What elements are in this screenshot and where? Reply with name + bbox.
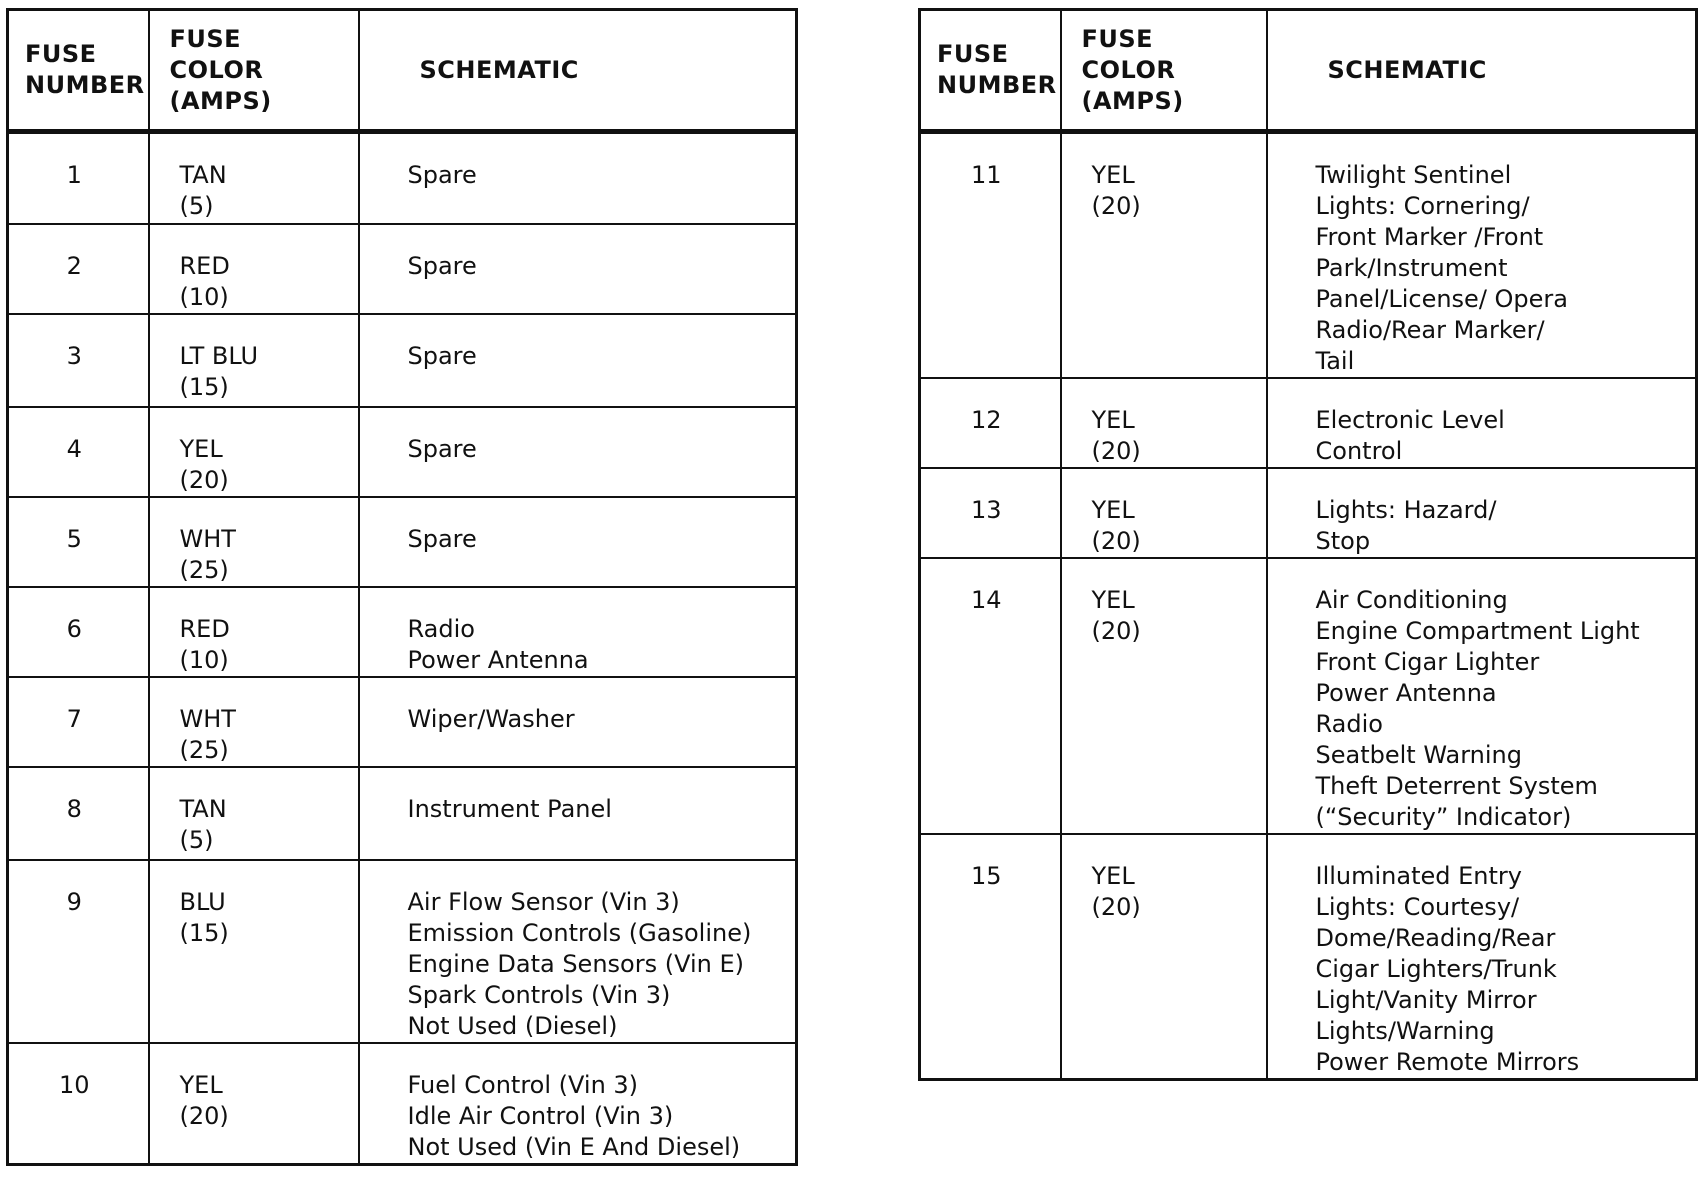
- fuse-color-name: WHT: [179, 524, 236, 553]
- fuse-schematic: [359, 860, 797, 1043]
- table-header-row: [8, 10, 797, 132]
- schematic-line: Air Flow Sensor (Vin 3): [407, 887, 680, 916]
- fuse-color: [1061, 132, 1267, 379]
- fuse-number: 8: [8, 767, 149, 860]
- fuse-schematic: [359, 497, 797, 587]
- fuse-number: 3: [8, 314, 149, 407]
- fuse-number: 15: [920, 834, 1061, 1080]
- schematic-line: Power Remote Mirrors: [1315, 1048, 1580, 1076]
- fuse-color: [149, 860, 359, 1043]
- fuse-number: 7: [8, 677, 149, 767]
- schematic-line: Control: [1315, 437, 1403, 465]
- fuse-row: [8, 132, 797, 224]
- schematic-line: Lights: Courtesy/: [1315, 893, 1520, 921]
- fuse-amps: (20): [1091, 617, 1141, 645]
- fuse-number: 4: [8, 407, 149, 497]
- schematic-line: Spark Controls (Vin 3): [407, 980, 671, 1009]
- schematic-line: Engine Data Sensors (Vin E): [407, 949, 745, 978]
- fuse-color-name: BLU: [179, 887, 226, 916]
- fuse-row: [8, 1043, 797, 1165]
- fuse-schematic: [359, 587, 797, 677]
- fuse-row: [8, 677, 797, 767]
- fuse-color-name: YEL: [1091, 586, 1135, 614]
- fuse-table-right: [918, 8, 1698, 1081]
- fuse-row: [920, 378, 1697, 468]
- fuse-amps: (20): [1091, 893, 1141, 921]
- fuse-row: [8, 314, 797, 407]
- fuse-amps: (5): [179, 825, 214, 854]
- fuse-color: [149, 132, 359, 224]
- schematic-line: Electronic Level: [1315, 406, 1505, 434]
- fuse-color-name: YEL: [179, 434, 223, 463]
- table-header-row: [920, 10, 1697, 132]
- fuse-table-left-body: [8, 132, 797, 1165]
- fuse-color: [149, 314, 359, 407]
- fuse-number: 14: [920, 558, 1061, 834]
- schematic-line: Twilight Sentinel: [1315, 161, 1512, 189]
- fuse-color: [1061, 378, 1267, 468]
- fuse-schematic: [359, 314, 797, 407]
- header-schematic: SCHEMATIC: [1267, 10, 1697, 132]
- fuse-color-name: YEL: [1091, 496, 1135, 524]
- fuse-color: [1061, 468, 1267, 558]
- schematic-line: Idle Air Control (Vin 3): [407, 1101, 674, 1130]
- schematic-line: Dome/Reading/Rear: [1315, 924, 1556, 952]
- schematic-line: Front Cigar Lighter: [1315, 648, 1540, 676]
- fuse-number: 13: [920, 468, 1061, 558]
- schematic-line: Park/Instrument: [1315, 254, 1508, 282]
- fuse-row: [920, 834, 1697, 1080]
- schematic-line: Spare: [407, 434, 477, 463]
- schematic-line: Not Used (Vin E And Diesel): [407, 1132, 741, 1161]
- fuse-row: [920, 132, 1697, 379]
- schematic-line: Fuel Control (Vin 3): [407, 1070, 639, 1099]
- fuse-row: [8, 860, 797, 1043]
- schematic-line: Air Conditioning: [1315, 586, 1508, 614]
- fuse-amps: (10): [179, 282, 229, 311]
- fuse-color: [149, 407, 359, 497]
- fuse-color: [149, 224, 359, 314]
- schematic-line: Power Antenna: [1315, 679, 1497, 707]
- schematic-line: Illuminated Entry: [1315, 862, 1522, 890]
- fuse-schematic: [359, 677, 797, 767]
- fuse-number: 1: [8, 132, 149, 224]
- fuse-schematic: [1267, 558, 1697, 834]
- schematic-line: Spare: [407, 251, 477, 280]
- schematic-line: Not Used (Diesel): [407, 1011, 618, 1040]
- schematic-line: Lights: Cornering/: [1315, 192, 1530, 220]
- fuse-schematic: [359, 407, 797, 497]
- fuse-color: [149, 497, 359, 587]
- fuse-row: [8, 224, 797, 314]
- schematic-line: Panel/License/ Opera: [1315, 285, 1568, 313]
- fuse-color: [1061, 558, 1267, 834]
- fuse-color: [149, 1043, 359, 1165]
- header-fuse-color: FUSE COLOR (AMPS): [1061, 10, 1267, 132]
- header-fuse-color: FUSE COLOR (AMPS): [149, 10, 359, 132]
- schematic-line: (“Security” Indicator): [1315, 803, 1572, 831]
- schematic-line: Instrument Panel: [407, 794, 612, 823]
- fuse-color-name: TAN: [179, 161, 227, 189]
- schematic-line: Power Antenna: [407, 645, 589, 674]
- fuse-number: 12: [920, 378, 1061, 468]
- schematic-line: Theft Deterrent System: [1315, 772, 1598, 800]
- fuse-row: [8, 587, 797, 677]
- header-schematic: SCHEMATIC: [359, 10, 797, 132]
- fuse-row: [920, 468, 1697, 558]
- fuse-amps: (25): [179, 735, 229, 764]
- fuse-amps: (20): [1091, 527, 1141, 555]
- fuse-color-name: WHT: [179, 704, 236, 733]
- schematic-line: Cigar Lighters/Trunk: [1315, 955, 1557, 983]
- fuse-number: 9: [8, 860, 149, 1043]
- fuse-color-name: LT BLU: [179, 341, 259, 370]
- fuse-color-name: YEL: [1091, 862, 1135, 890]
- schematic-line: Spare: [407, 161, 477, 189]
- fuse-schematic: [359, 767, 797, 860]
- fuse-table-left: [6, 8, 798, 1166]
- fuse-color-name: YEL: [1091, 161, 1135, 189]
- header-fuse-number: FUSE NUMBER: [920, 10, 1061, 132]
- fuse-row: [920, 558, 1697, 834]
- fuse-amps: (15): [179, 918, 229, 947]
- fuse-schematic: [1267, 834, 1697, 1080]
- fuse-amps: (20): [1091, 192, 1141, 220]
- fuse-amps: (15): [179, 372, 229, 401]
- fuse-amps: (25): [179, 555, 229, 584]
- fuse-number: 10: [8, 1043, 149, 1165]
- schematic-line: Radio: [1315, 710, 1383, 738]
- header-fuse-number: FUSE NUMBER: [8, 10, 149, 132]
- fuse-color: [149, 767, 359, 860]
- schematic-line: Radio: [407, 614, 475, 643]
- fuse-color: [149, 587, 359, 677]
- schematic-line: Light/Vanity Mirror: [1315, 986, 1537, 1014]
- fuse-number: 2: [8, 224, 149, 314]
- schematic-line: Seatbelt Warning: [1315, 741, 1522, 769]
- schematic-line: Lights/Warning: [1315, 1017, 1495, 1045]
- fuse-color-name: RED: [179, 251, 230, 280]
- schematic-line: Engine Compartment Light: [1315, 617, 1640, 645]
- fuse-schematic: [359, 1043, 797, 1165]
- fuse-amps: (10): [179, 645, 229, 674]
- schematic-line: Tail: [1315, 347, 1355, 375]
- fuse-color-name: RED: [179, 614, 230, 643]
- fuse-row: [8, 497, 797, 587]
- schematic-line: Wiper/Washer: [407, 704, 575, 733]
- schematic-line: Spare: [407, 524, 477, 553]
- fuse-number: 11: [920, 132, 1061, 379]
- fuse-schematic: [1267, 468, 1697, 558]
- schematic-line: Spare: [407, 341, 477, 370]
- fuse-amps: (20): [179, 1101, 229, 1130]
- fuse-amps: (20): [179, 465, 229, 494]
- fuse-color-name: YEL: [179, 1070, 223, 1099]
- fuse-color: [149, 677, 359, 767]
- fuse-amps: (5): [179, 192, 214, 220]
- fuse-schematic: [1267, 132, 1697, 379]
- fuse-number: 5: [8, 497, 149, 587]
- fuse-number: 6: [8, 587, 149, 677]
- fuse-schematic: [1267, 378, 1697, 468]
- fuse-color-name: YEL: [1091, 406, 1135, 434]
- schematic-line: Lights: Hazard/: [1315, 496, 1497, 524]
- schematic-line: Front Marker /Front: [1315, 223, 1544, 251]
- fuse-color: [1061, 834, 1267, 1080]
- fuse-row: [8, 767, 797, 860]
- fuse-amps: (20): [1091, 437, 1141, 465]
- schematic-line: Emission Controls (Gasoline): [407, 918, 752, 947]
- fuse-table-right-body: [920, 132, 1697, 1080]
- schematic-line: Stop: [1315, 527, 1371, 555]
- fuse-schematic: [359, 132, 797, 224]
- fuse-schematic: [359, 224, 797, 314]
- fuse-row: [8, 407, 797, 497]
- fuse-color-name: TAN: [179, 794, 227, 823]
- schematic-line: Radio/Rear Marker/: [1315, 316, 1545, 344]
